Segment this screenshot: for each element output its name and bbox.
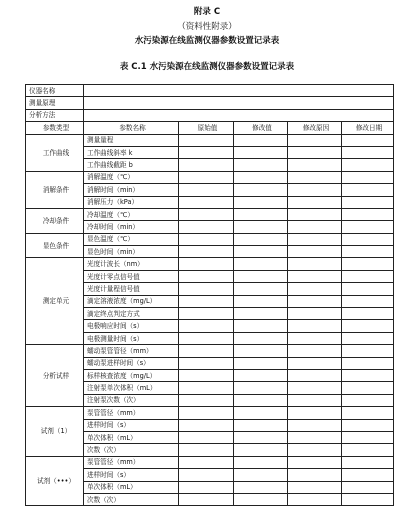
modify-date-cell	[342, 184, 394, 196]
original-value-cell	[179, 345, 234, 357]
parameter-name-cell: 进样时间（s）	[84, 419, 179, 431]
info-row	[26, 109, 394, 121]
parameter-name-cell: 测量量程	[84, 134, 179, 146]
modify-reason-cell	[288, 295, 342, 307]
column-header: 参数名称	[84, 122, 179, 134]
modify-reason-cell	[288, 134, 342, 146]
modify-reason-cell	[288, 258, 342, 270]
parameter-name-cell: 单次体积（mL）	[84, 431, 179, 443]
modify-reason-cell	[288, 444, 342, 456]
modify-date-cell	[342, 283, 394, 295]
modify-date-cell	[342, 171, 394, 183]
modify-date-cell	[342, 419, 394, 431]
parameter-name-cell: 光度计零点信号值	[84, 270, 179, 282]
parameter-type-cell: 冷却条件	[26, 208, 84, 233]
original-value-cell	[179, 295, 234, 307]
parameter-name-cell: 电极测量时间（s）	[84, 332, 179, 344]
table-caption: 表 C.1 水污染源在线监测仪器参数设置记录表	[119, 62, 295, 72]
original-value-cell	[179, 258, 234, 270]
table-row	[26, 407, 394, 419]
parameter-type-cell: 测定单元	[26, 258, 84, 345]
modify-date-cell	[342, 320, 394, 332]
modified-value-cell	[234, 469, 288, 481]
original-value-cell	[179, 134, 234, 146]
modify-date-cell	[342, 394, 394, 406]
appendix-label: 附录 C	[193, 7, 221, 17]
modified-value-cell	[234, 196, 288, 208]
modified-value-cell	[234, 134, 288, 146]
modify-reason-cell	[288, 233, 342, 245]
modify-reason-cell	[288, 407, 342, 419]
parameter-type-cell: 消解条件	[26, 171, 84, 208]
column-header: 修改日期	[342, 122, 394, 134]
original-value-cell	[179, 270, 234, 282]
parameter-name-cell: 冷却时间（min）	[84, 221, 179, 233]
modify-reason-cell	[288, 481, 342, 493]
modify-reason-cell	[288, 159, 342, 171]
original-value-cell	[179, 332, 234, 344]
column-header: 修改值	[234, 122, 288, 134]
modified-value-cell	[234, 184, 288, 196]
modified-value-cell	[234, 431, 288, 443]
modified-value-cell	[234, 419, 288, 431]
parameter-type-cell: 工作曲线	[26, 134, 84, 171]
modified-value-cell	[234, 159, 288, 171]
modified-value-cell	[234, 481, 288, 493]
original-value-cell	[179, 159, 234, 171]
parameter-name-cell: 光度计波长（nm）	[84, 258, 179, 270]
modify-reason-cell	[288, 208, 342, 220]
parameter-type-cell: 分析试样	[26, 345, 84, 407]
parameter-name-cell: 注射泵单次体积（mL）	[84, 382, 179, 394]
parameter-name-cell: 进样时间（s）	[84, 469, 179, 481]
parameter-name-cell: 消解温度（℃）	[84, 171, 179, 183]
modify-date-cell	[342, 332, 394, 344]
modify-date-cell	[342, 295, 394, 307]
table-body	[26, 85, 394, 506]
original-value-cell	[179, 184, 234, 196]
modified-value-cell	[234, 369, 288, 381]
modify-date-cell	[342, 246, 394, 258]
info-value-cell	[84, 85, 394, 97]
original-value-cell	[179, 469, 234, 481]
modify-date-cell	[342, 456, 394, 468]
parameter-type-cell: 试剂（•••）	[26, 456, 84, 506]
modified-value-cell	[234, 444, 288, 456]
modify-reason-cell	[288, 184, 342, 196]
parameter-name-cell: 显色温度（℃）	[84, 233, 179, 245]
parameter-name-cell: 显色时间（min）	[84, 246, 179, 258]
modified-value-cell	[234, 233, 288, 245]
modify-reason-cell	[288, 469, 342, 481]
column-header: 修改原因	[288, 122, 342, 134]
modify-reason-cell	[288, 345, 342, 357]
original-value-cell	[179, 382, 234, 394]
modify-date-cell	[342, 369, 394, 381]
modify-reason-cell	[288, 320, 342, 332]
modified-value-cell	[234, 382, 288, 394]
info-label: 仪器名称	[26, 85, 84, 97]
parameter-name-cell: 注射泵次数（次）	[84, 394, 179, 406]
modify-reason-cell	[288, 270, 342, 282]
parameter-name-cell: 泵管管径（mm）	[84, 407, 179, 419]
modify-date-cell	[342, 134, 394, 146]
parameter-name-cell: 蠕动泵管管径（mm）	[84, 345, 179, 357]
modified-value-cell	[234, 345, 288, 357]
appendix-nature: （资料性附录）	[177, 22, 237, 32]
modify-date-cell	[342, 308, 394, 320]
document-title: 水污染源在线监测仪器参数设置记录表	[134, 36, 280, 46]
parameter-name-cell: 消解压力（kPa）	[84, 196, 179, 208]
column-header-row	[26, 122, 394, 134]
info-label: 分析方法	[26, 109, 84, 121]
modify-date-cell	[342, 233, 394, 245]
parameter-name-cell: 次数（次）	[84, 493, 179, 505]
modify-reason-cell	[288, 221, 342, 233]
modify-date-cell	[342, 493, 394, 505]
original-value-cell	[179, 444, 234, 456]
table-row	[26, 171, 394, 183]
modify-date-cell	[342, 407, 394, 419]
original-value-cell	[179, 481, 234, 493]
modify-date-cell	[342, 481, 394, 493]
info-label: 测量原理	[26, 97, 84, 109]
modify-date-cell	[342, 196, 394, 208]
modify-reason-cell	[288, 196, 342, 208]
modified-value-cell	[234, 258, 288, 270]
modify-reason-cell	[288, 382, 342, 394]
info-value-cell	[84, 97, 394, 109]
column-header: 参数类型	[26, 122, 84, 134]
original-value-cell	[179, 233, 234, 245]
modify-date-cell	[342, 357, 394, 369]
modified-value-cell	[234, 283, 288, 295]
table-row	[26, 258, 394, 270]
original-value-cell	[179, 369, 234, 381]
original-value-cell	[179, 456, 234, 468]
modified-value-cell	[234, 456, 288, 468]
original-value-cell	[179, 407, 234, 419]
modify-reason-cell	[288, 357, 342, 369]
table-row	[26, 233, 394, 245]
modified-value-cell	[234, 332, 288, 344]
modify-reason-cell	[288, 419, 342, 431]
parameter-name-cell: 蠕动泵进样时间（s）	[84, 357, 179, 369]
original-value-cell	[179, 283, 234, 295]
modify-reason-cell	[288, 332, 342, 344]
modified-value-cell	[234, 320, 288, 332]
parameter-name-cell: 工作曲线截距 b	[84, 159, 179, 171]
modify-date-cell	[342, 469, 394, 481]
original-value-cell	[179, 308, 234, 320]
original-value-cell	[179, 320, 234, 332]
modified-value-cell	[234, 493, 288, 505]
modified-value-cell	[234, 357, 288, 369]
original-value-cell	[179, 171, 234, 183]
parameter-name-cell: 单次体积（mL）	[84, 481, 179, 493]
parameter-record-table	[25, 84, 394, 506]
modify-reason-cell	[288, 246, 342, 258]
modify-date-cell	[342, 345, 394, 357]
modified-value-cell	[234, 246, 288, 258]
original-value-cell	[179, 357, 234, 369]
modify-date-cell	[342, 258, 394, 270]
modify-date-cell	[342, 431, 394, 443]
modify-date-cell	[342, 208, 394, 220]
original-value-cell	[179, 394, 234, 406]
original-value-cell	[179, 208, 234, 220]
parameter-name-cell: 消解时间（min）	[84, 184, 179, 196]
parameter-name-cell: 滴定终点判定方式	[84, 308, 179, 320]
parameter-name-cell: 电极响应时间（s）	[84, 320, 179, 332]
modify-reason-cell	[288, 456, 342, 468]
modified-value-cell	[234, 407, 288, 419]
parameter-name-cell: 次数（次）	[84, 444, 179, 456]
original-value-cell	[179, 196, 234, 208]
modify-reason-cell	[288, 171, 342, 183]
original-value-cell	[179, 419, 234, 431]
modify-date-cell	[342, 444, 394, 456]
table-row	[26, 208, 394, 220]
original-value-cell	[179, 146, 234, 158]
modify-date-cell	[342, 146, 394, 158]
modify-date-cell	[342, 382, 394, 394]
info-row	[26, 97, 394, 109]
modify-date-cell	[342, 159, 394, 171]
table-row	[26, 345, 394, 357]
modify-reason-cell	[288, 431, 342, 443]
parameter-type-cell: 试剂（1）	[26, 407, 84, 457]
parameter-type-cell: 显色条件	[26, 233, 84, 258]
modified-value-cell	[234, 295, 288, 307]
modify-date-cell	[342, 270, 394, 282]
modified-value-cell	[234, 208, 288, 220]
modify-date-cell	[342, 221, 394, 233]
table-row	[26, 134, 394, 146]
modified-value-cell	[234, 270, 288, 282]
original-value-cell	[179, 246, 234, 258]
parameter-name-cell: 工作曲线斜率 k	[84, 146, 179, 158]
parameter-name-cell: 泵管管径（mm）	[84, 456, 179, 468]
parameter-name-cell: 标样核查浓度（mg/L）	[84, 369, 179, 381]
parameter-name-cell: 冷却温度（℃）	[84, 208, 179, 220]
modified-value-cell	[234, 171, 288, 183]
modify-reason-cell	[288, 394, 342, 406]
modified-value-cell	[234, 146, 288, 158]
modify-reason-cell	[288, 283, 342, 295]
info-value-cell	[84, 109, 394, 121]
modified-value-cell	[234, 308, 288, 320]
parameter-name-cell: 光度计量程信号值	[84, 283, 179, 295]
original-value-cell	[179, 493, 234, 505]
modify-reason-cell	[288, 493, 342, 505]
modify-reason-cell	[288, 308, 342, 320]
modify-reason-cell	[288, 146, 342, 158]
table-row	[26, 456, 394, 468]
modified-value-cell	[234, 394, 288, 406]
modify-reason-cell	[288, 369, 342, 381]
original-value-cell	[179, 221, 234, 233]
info-row	[26, 85, 394, 97]
column-header: 原始值	[179, 122, 234, 134]
parameter-name-cell: 滴定溶液浓度（mg/L）	[84, 295, 179, 307]
modified-value-cell	[234, 221, 288, 233]
original-value-cell	[179, 431, 234, 443]
